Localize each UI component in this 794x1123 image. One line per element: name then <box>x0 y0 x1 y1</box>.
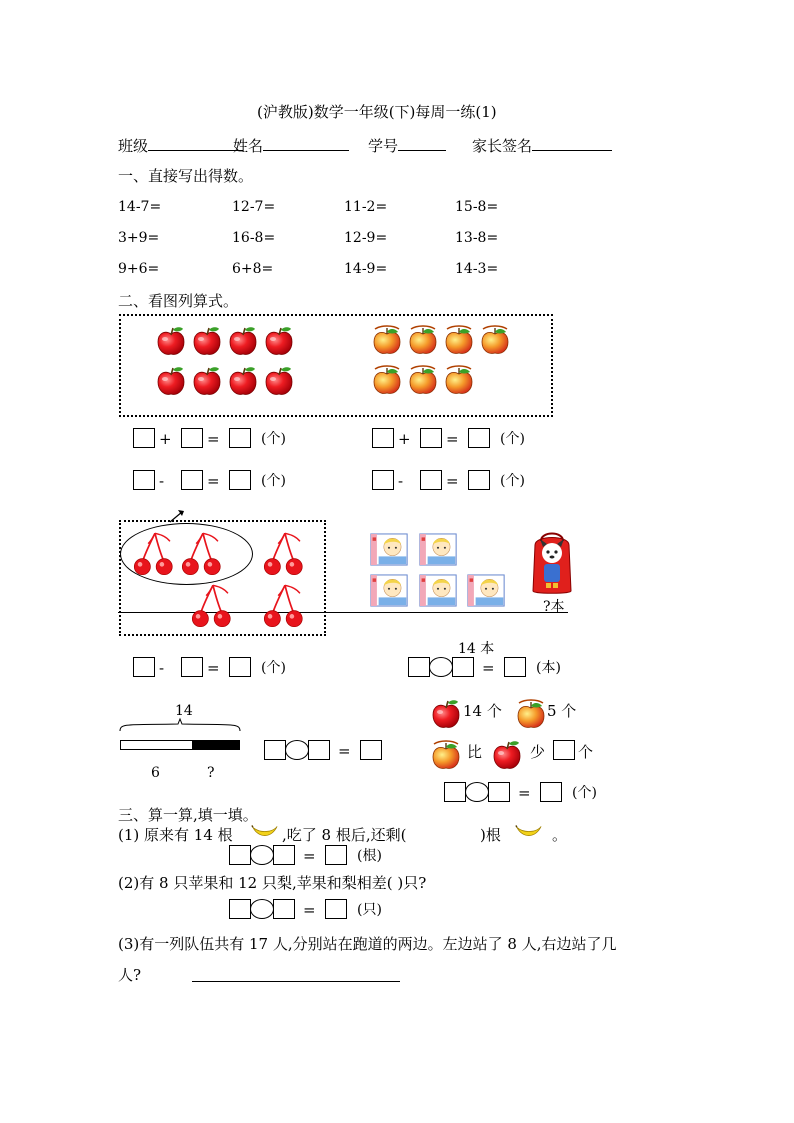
equals-label: = <box>207 430 220 448</box>
class-label: 班级 <box>118 136 243 155</box>
apple-icon <box>491 739 523 771</box>
apple-icon <box>263 365 295 397</box>
cherry-icon <box>262 582 308 630</box>
answer-box[interactable] <box>488 782 510 802</box>
ellipse-arrow-icon <box>168 508 188 524</box>
book-icon <box>419 531 457 568</box>
equals-label: = <box>207 659 220 677</box>
cherry-icon <box>190 582 236 630</box>
operator-oval[interactable] <box>465 782 489 802</box>
answer-box[interactable] <box>372 470 394 490</box>
banana-icon <box>251 823 279 841</box>
arithmetic-item: 11-2= <box>344 199 388 215</box>
peach-icon <box>479 324 511 356</box>
answer-box[interactable] <box>468 470 490 490</box>
compare-shao-label: 少 <box>530 743 546 761</box>
arithmetic-item: 6+8= <box>232 261 274 277</box>
arithmetic-item: 13-8= <box>455 230 499 246</box>
answer-box[interactable] <box>408 657 430 677</box>
bar-left-value: 6 <box>151 765 160 781</box>
apple-icon <box>155 365 187 397</box>
compare-answer-box[interactable] <box>553 740 575 760</box>
question-1-text-a: (1) 原来有 14 根 <box>118 826 233 844</box>
apple-icon <box>191 325 223 357</box>
arithmetic-item: 3+9= <box>118 230 160 246</box>
unit-label: (个) <box>261 431 286 447</box>
operator-oval[interactable] <box>429 657 453 677</box>
peach-icon <box>371 324 403 356</box>
answer-box[interactable] <box>452 657 474 677</box>
answer-box[interactable] <box>264 740 286 760</box>
operator-oval[interactable] <box>285 740 309 760</box>
apple-icon <box>191 365 223 397</box>
apple-icon <box>430 698 462 730</box>
equals-label: = <box>446 430 459 448</box>
answer-box[interactable] <box>229 657 251 677</box>
question-2-text: (2)有 8 只苹果和 12 只梨,苹果和梨相差( )只? <box>118 874 427 892</box>
answer-box[interactable] <box>133 657 155 677</box>
peach-icon <box>371 364 403 396</box>
answer-box[interactable] <box>444 782 466 802</box>
book-icon <box>370 572 408 609</box>
operator-label: - <box>159 472 165 490</box>
equals-label: = <box>303 847 316 865</box>
equals-label: = <box>338 742 351 760</box>
apple-icon <box>227 365 259 397</box>
baseline-rule <box>118 612 568 613</box>
bar-brace-icon <box>118 717 242 733</box>
compare-bi-label: 比 <box>467 743 483 761</box>
apple-icon <box>263 325 295 357</box>
arithmetic-item: 12-7= <box>232 199 276 215</box>
question-1-text-d: 。 <box>552 826 568 844</box>
bar-right-value: ? <box>207 765 215 781</box>
arithmetic-item: 15-8= <box>455 199 499 215</box>
peach-icon <box>407 324 439 356</box>
peach-icon <box>515 698 547 730</box>
arithmetic-item: 14-3= <box>455 261 499 277</box>
equals-label: = <box>207 472 220 490</box>
unit-label: (本) <box>536 660 561 676</box>
compare-ge-label: 个 <box>578 743 594 761</box>
school-bag-icon <box>527 531 577 595</box>
books-unknown-label: ?本 <box>543 599 565 615</box>
books-total-label: 14 本 <box>458 641 495 657</box>
section-3-heading: 三、算一算,填一填。 <box>118 806 258 824</box>
bar-black-segment <box>193 740 240 750</box>
answer-box[interactable] <box>229 470 251 490</box>
peach-icon <box>443 324 475 356</box>
question-1-text-c: )根 <box>480 826 501 844</box>
operator-label: - <box>159 659 165 677</box>
answer-box[interactable] <box>229 428 251 448</box>
question-3-answer-line[interactable] <box>192 981 400 982</box>
unit-label: (个) <box>500 431 525 447</box>
question-1-text-b: ,吃了 8 根后,还剩( <box>282 826 407 844</box>
answer-box[interactable] <box>273 899 295 919</box>
peach-count-label: 5 个 <box>547 702 577 720</box>
apple-icon <box>155 325 187 357</box>
answer-box[interactable] <box>372 428 394 448</box>
student-number-label: 学号 <box>368 136 446 155</box>
bar-total-label: 14 <box>175 703 193 719</box>
unit-label: (个) <box>572 785 597 801</box>
book-icon <box>467 572 505 609</box>
answer-box[interactable] <box>133 428 155 448</box>
answer-box[interactable] <box>325 899 347 919</box>
answer-box[interactable] <box>504 657 526 677</box>
answer-box[interactable] <box>229 845 251 865</box>
arithmetic-item: 9+6= <box>118 261 160 277</box>
equals-label: = <box>482 659 495 677</box>
answer-box[interactable] <box>325 845 347 865</box>
answer-box[interactable] <box>420 428 442 448</box>
equals-label: = <box>518 784 531 802</box>
operator-label: + <box>159 430 172 448</box>
question-3-text-a: (3)有一列队伍共有 17 人,分别站在跑道的两边。左边站了 8 人,右边站了几 <box>118 935 617 953</box>
unit-label: (个) <box>500 473 525 489</box>
answer-box[interactable] <box>229 899 251 919</box>
peach-icon <box>407 364 439 396</box>
arithmetic-item: 12-9= <box>344 230 388 246</box>
cherry-icon <box>180 530 226 578</box>
page-title: (沪教版)数学一年级(下)每周一练(1) <box>257 103 497 121</box>
arithmetic-item: 14-9= <box>344 261 388 277</box>
operator-oval[interactable] <box>250 845 274 865</box>
answer-box[interactable] <box>360 740 382 760</box>
book-icon <box>419 572 457 609</box>
answer-box[interactable] <box>273 845 295 865</box>
section-1-heading: 一、直接写出得数。 <box>118 167 254 185</box>
arithmetic-item: 14-7= <box>118 199 162 215</box>
cherry-icon <box>262 530 308 578</box>
answer-box[interactable] <box>133 470 155 490</box>
operator-oval[interactable] <box>250 899 274 919</box>
unit-label: (根) <box>357 848 382 864</box>
answer-box[interactable] <box>468 428 490 448</box>
equals-label: = <box>303 901 316 919</box>
name-label: 姓名 <box>233 136 349 155</box>
bar-white-segment <box>120 740 193 750</box>
parent-signature-label: 家长签名 <box>472 136 612 155</box>
answer-box[interactable] <box>420 470 442 490</box>
answer-box[interactable] <box>181 470 203 490</box>
book-icon <box>370 531 408 568</box>
unit-label: (只) <box>357 902 382 918</box>
operator-label: - <box>398 472 404 490</box>
cherry-icon <box>132 530 178 578</box>
answer-box[interactable] <box>308 740 330 760</box>
banana-icon <box>515 823 543 841</box>
apple-count-label: 14 个 <box>463 702 502 720</box>
operator-label: + <box>398 430 411 448</box>
answer-box[interactable] <box>181 657 203 677</box>
section-2-heading: 二、看图列算式。 <box>118 292 239 310</box>
equals-label: = <box>446 472 459 490</box>
unit-label: (个) <box>261 660 286 676</box>
arithmetic-item: 16-8= <box>232 230 276 246</box>
question-3-text-b: 人? <box>118 966 142 984</box>
apple-icon <box>227 325 259 357</box>
answer-box[interactable] <box>540 782 562 802</box>
peach-icon <box>443 364 475 396</box>
answer-box[interactable] <box>181 428 203 448</box>
peach-icon <box>430 739 462 771</box>
unit-label: (个) <box>261 473 286 489</box>
